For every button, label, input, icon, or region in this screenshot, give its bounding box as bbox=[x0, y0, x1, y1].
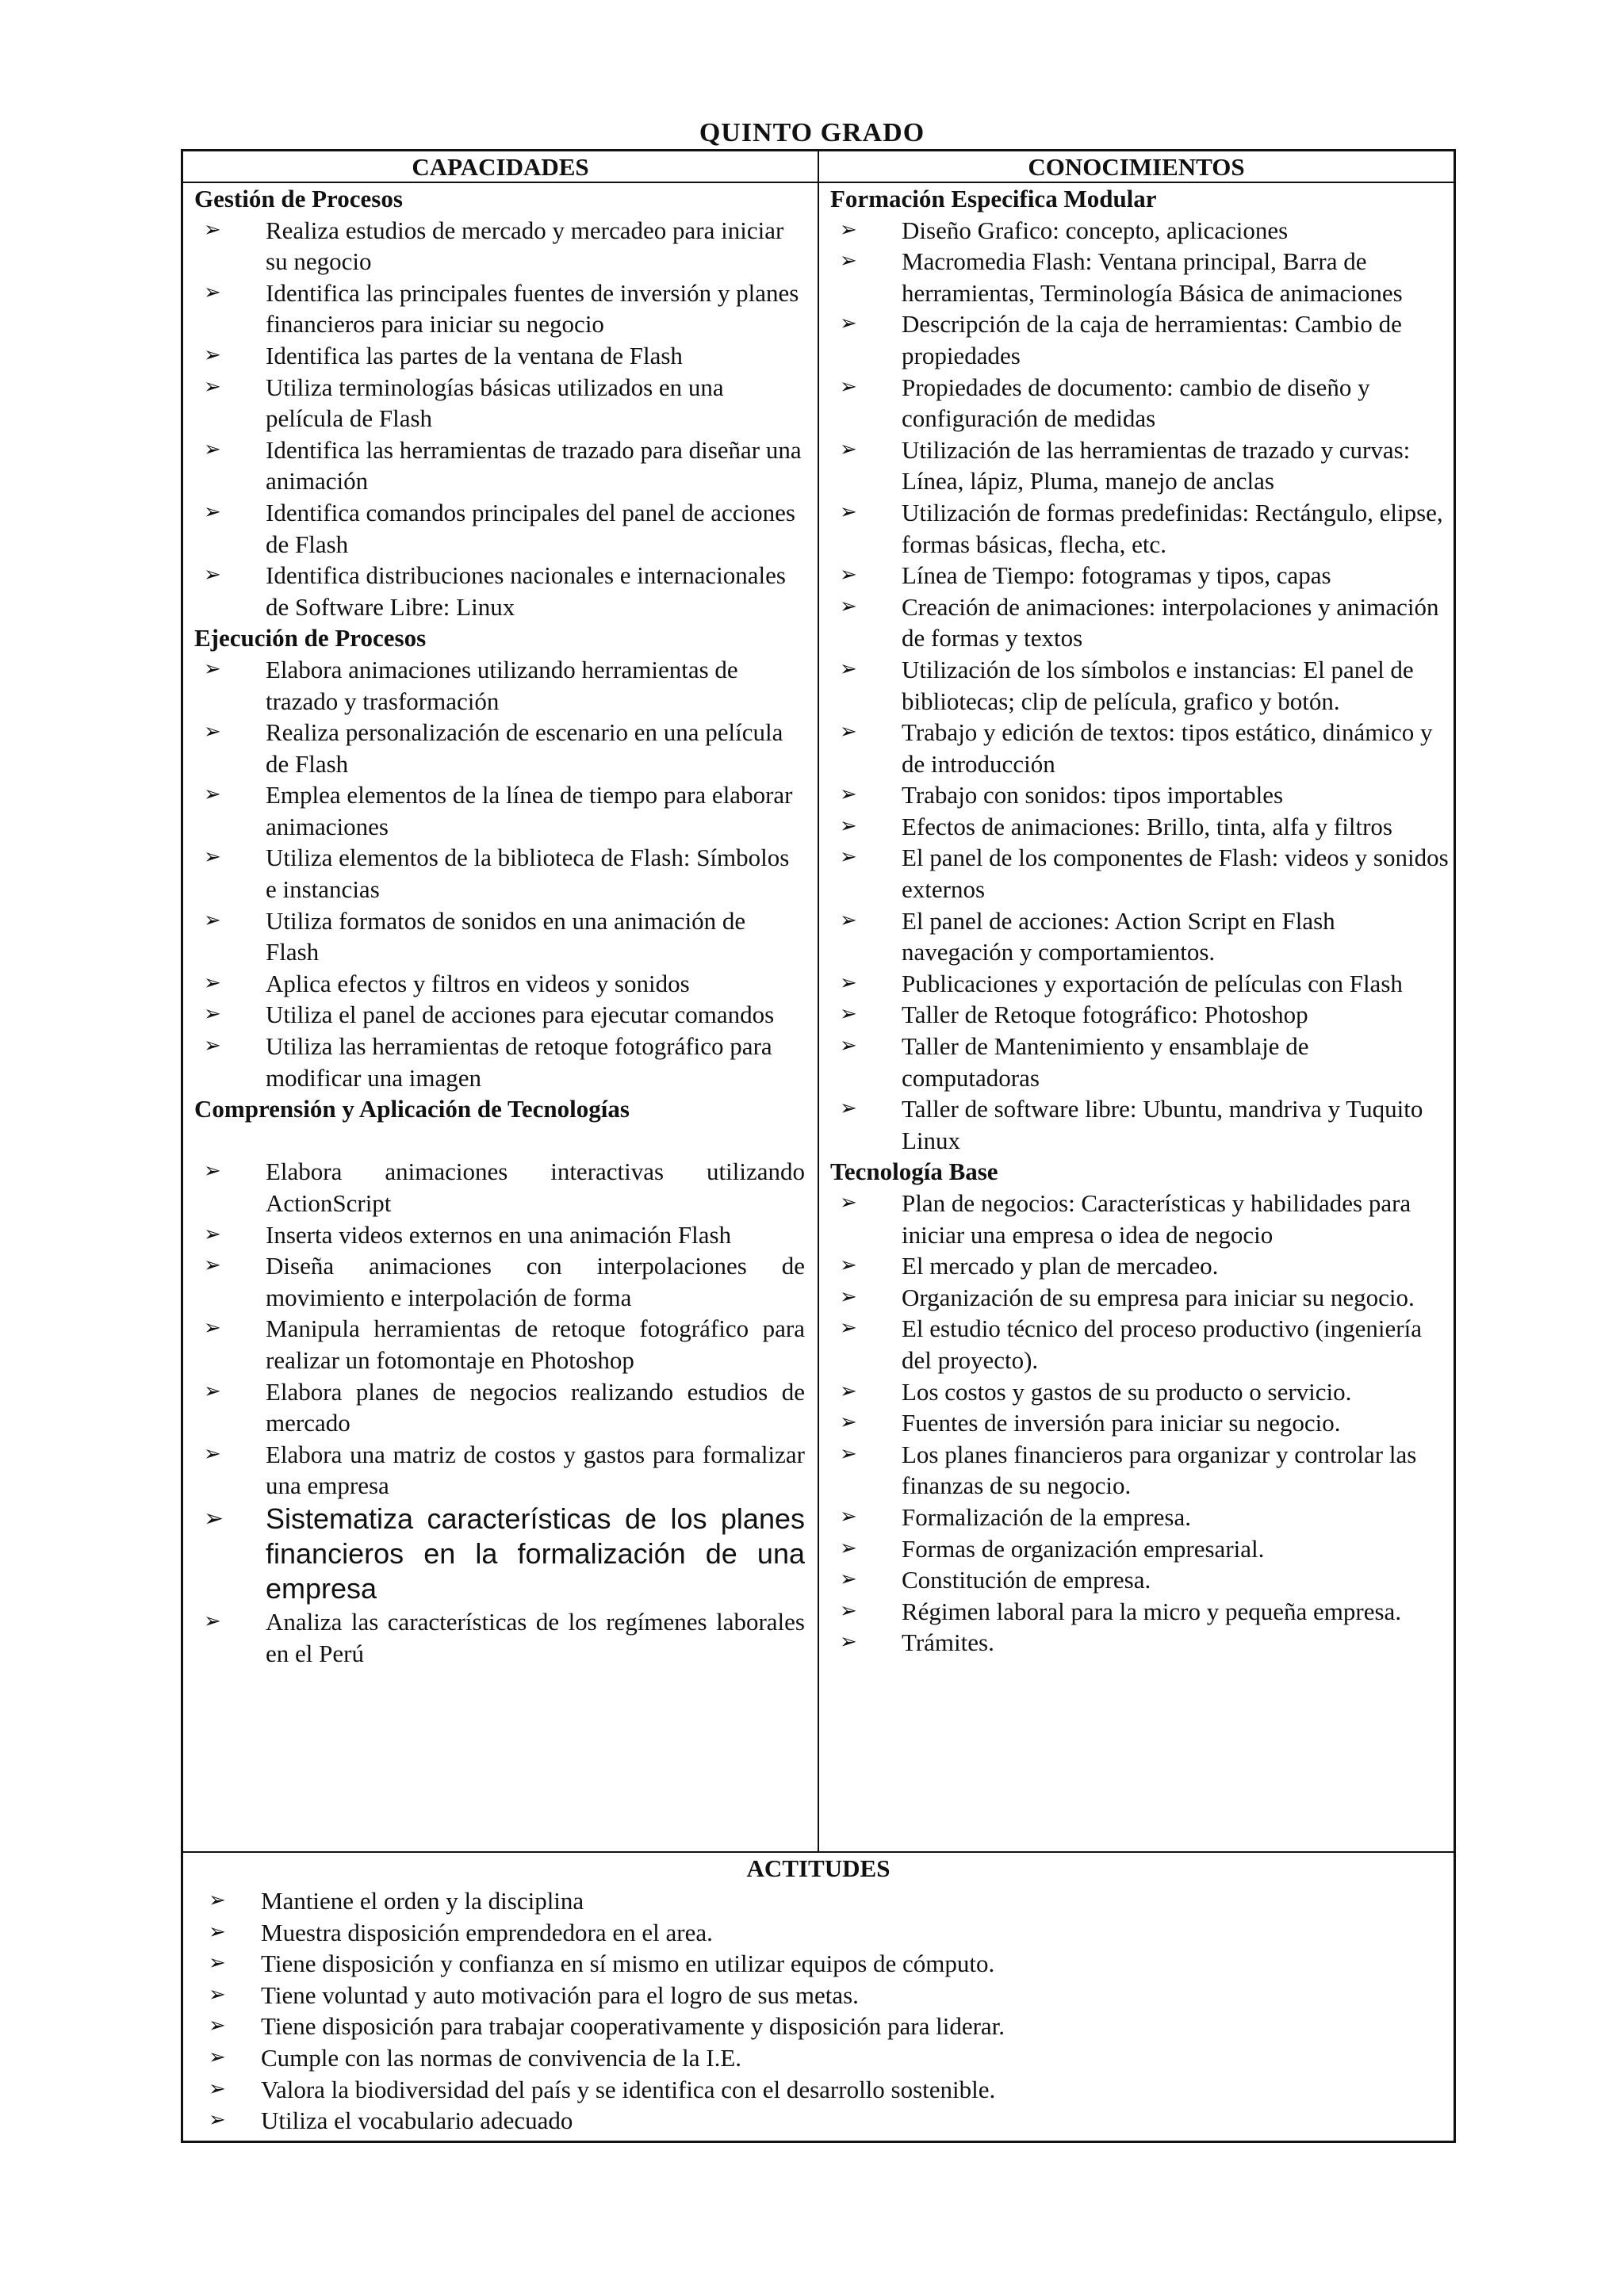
list-item-text: Identifica las principales fuentes de inversión y planes financieros para iniciar su negocio bbox=[266, 278, 799, 339]
blank-line bbox=[194, 1125, 805, 1157]
list-item-text: Formalización de la empresa. bbox=[902, 1502, 1191, 1531]
list-item-text: Utilización de formas predefinidas: Rectángulo, elipse, formas básicas, flecha, etc. bbox=[902, 498, 1443, 558]
list-item bbox=[194, 842, 805, 905]
list-item bbox=[830, 308, 1449, 371]
bullet-arrow-icon: ➢ bbox=[209, 1888, 226, 1912]
bullet-arrow-icon: ➢ bbox=[840, 1441, 857, 1466]
bullet-arrow-icon: ➢ bbox=[840, 437, 857, 461]
bullet-arrow-icon: ➢ bbox=[840, 1316, 857, 1341]
list-item bbox=[194, 560, 805, 622]
list-item bbox=[830, 811, 1449, 843]
actitudes-list bbox=[199, 1885, 1436, 2137]
list-item bbox=[830, 434, 1449, 497]
bullet-arrow-icon: ➢ bbox=[840, 1096, 857, 1121]
bullet-arrow-icon: ➢ bbox=[204, 342, 221, 367]
list-item-text: El panel de los componentes de Flash: videos y sonidos externos bbox=[902, 844, 1449, 904]
bullet-arrow-icon: ➢ bbox=[204, 908, 221, 932]
list-item bbox=[830, 372, 1449, 434]
list-item bbox=[830, 560, 1449, 591]
list-item-text: Utiliza elementos de la biblioteca de Flash: Símbolos e instancias bbox=[266, 844, 790, 904]
formacion-list bbox=[830, 215, 1449, 1157]
bullet-arrow-icon: ➢ bbox=[209, 2014, 226, 2038]
section-title-formacion: Formación Especifica Modular bbox=[830, 185, 1157, 212]
capacidades-column bbox=[194, 183, 805, 1669]
bullet-arrow-icon: ➢ bbox=[204, 374, 221, 399]
bullet-arrow-icon: ➢ bbox=[204, 656, 221, 681]
list-item-text: Manipula herramientas de retoque fotográfico para realizar un fotomontaje en Photoshop bbox=[266, 1314, 805, 1374]
list-item-text: Organización de su empresa para iniciar su negocio. bbox=[902, 1283, 1415, 1311]
bullet-arrow-icon: ➢ bbox=[209, 2045, 226, 2069]
list-item-text: Aplica efectos y filtros en videos y sonidos bbox=[266, 969, 690, 997]
list-item-text: Utiliza el panel de acciones para ejecutar comandos bbox=[266, 1001, 775, 1029]
list-item-text: Tiene disposición para trabajar cooperativamente y disposición para liderar. bbox=[261, 2012, 1005, 2041]
bullet-arrow-icon: ➢ bbox=[209, 1982, 226, 2007]
list-item bbox=[830, 779, 1449, 811]
bullet-arrow-icon: ➢ bbox=[204, 1441, 221, 1466]
list-item bbox=[830, 591, 1449, 654]
section-title-gestion: Gestión de Procesos bbox=[194, 185, 403, 212]
list-item-text: El mercado y plan de mercadeo. bbox=[902, 1252, 1219, 1280]
list-item-text: Utiliza las herramientas de retoque fotográfico para modificar una imagen bbox=[266, 1032, 772, 1092]
list-item bbox=[194, 372, 805, 434]
bullet-arrow-icon: ➢ bbox=[840, 1567, 857, 1592]
list-item-text: Plan de negocios: Características y habilidades para iniciar una empresa o idea de negocio bbox=[902, 1189, 1411, 1249]
bullet-arrow-icon: ➢ bbox=[840, 1410, 857, 1435]
list-item bbox=[830, 842, 1449, 905]
bullet-arrow-icon: ➢ bbox=[204, 720, 221, 744]
list-item bbox=[194, 654, 805, 717]
bullet-arrow-icon: ➢ bbox=[204, 783, 221, 807]
list-item bbox=[199, 2011, 1436, 2042]
bullet-arrow-icon: ➢ bbox=[840, 845, 857, 870]
list-item bbox=[194, 968, 805, 1000]
list-item bbox=[194, 1219, 805, 1251]
list-item-text: Creación de animaciones: interpolaciones y animación de formas y textos bbox=[902, 592, 1439, 652]
list-item-text: Mantiene el orden y la disciplina bbox=[261, 1887, 584, 1915]
bullet-arrow-icon: ➢ bbox=[204, 217, 221, 242]
list-item-text: Constitución de empresa. bbox=[902, 1566, 1151, 1594]
list-item-text: Valora la biodiversidad del país y se identifica con el desarrollo sostenible. bbox=[261, 2075, 996, 2103]
bullet-arrow-icon: ➢ bbox=[204, 499, 221, 524]
list-item bbox=[830, 1564, 1449, 1596]
bullet-arrow-icon: ➢ bbox=[840, 1002, 857, 1027]
bullet-arrow-icon: ➢ bbox=[840, 1598, 857, 1623]
list-item bbox=[830, 1313, 1449, 1376]
list-item-text: Línea de Tiempo: fotogramas y tipos, capas bbox=[902, 561, 1331, 590]
list-item-text: Descripción de la caja de herramientas: Cambio de propiedades bbox=[902, 310, 1402, 369]
bullet-arrow-icon: ➢ bbox=[840, 499, 857, 524]
section-title-tecnologia: Tecnología Base bbox=[830, 1158, 998, 1186]
bullet-arrow-icon: ➢ bbox=[204, 280, 221, 304]
list-item-text: Sistematiza características de los planes financieros en la formalización de una empresa bbox=[266, 1502, 805, 1605]
list-item bbox=[830, 246, 1449, 308]
gestion-list bbox=[194, 215, 805, 623]
list-item bbox=[199, 1948, 1436, 1980]
list-item-text: Utiliza el vocabulario adecuado bbox=[261, 2107, 573, 2135]
list-item bbox=[830, 968, 1449, 1000]
capacidades-header: CAPACIDADES bbox=[412, 153, 589, 181]
list-item bbox=[199, 1980, 1436, 2011]
list-item bbox=[194, 215, 805, 277]
bullet-arrow-icon: ➢ bbox=[840, 1379, 857, 1403]
list-item-text: Identifica distribuciones nacionales e internacionales de Software Libre: Linux bbox=[266, 561, 786, 621]
bullet-arrow-icon: ➢ bbox=[840, 908, 857, 932]
bullet-arrow-icon: ➢ bbox=[840, 1034, 857, 1058]
bullet-arrow-icon: ➢ bbox=[204, 1222, 221, 1246]
list-item-text: Elabora animaciones utilizando herramientas de trazado y trasformación bbox=[266, 655, 738, 715]
bullet-arrow-icon: ➢ bbox=[204, 1504, 224, 1533]
bullet-arrow-icon: ➢ bbox=[840, 970, 857, 995]
actitudes-divider bbox=[183, 1851, 1454, 1853]
list-item bbox=[194, 1313, 805, 1376]
list-item-text: Trabajo con sonidos: tipos importables bbox=[902, 781, 1284, 809]
bullet-arrow-icon: ➢ bbox=[209, 2108, 226, 2133]
list-item-text: Régimen laboral para la micro y pequeña empresa. bbox=[902, 1597, 1402, 1625]
bullet-arrow-icon: ➢ bbox=[204, 1002, 221, 1027]
list-item bbox=[830, 999, 1449, 1031]
bullet-arrow-icon: ➢ bbox=[840, 1630, 857, 1655]
bullet-arrow-icon: ➢ bbox=[204, 437, 221, 461]
list-item-text: Realiza estudios de mercado y mercadeo para iniciar su negocio bbox=[266, 216, 784, 276]
bullet-arrow-icon: ➢ bbox=[840, 249, 857, 274]
list-item-text: Elabora una matriz de costos y gastos para formalizar una empresa bbox=[266, 1440, 805, 1500]
bullet-arrow-icon: ➢ bbox=[840, 813, 857, 838]
list-item bbox=[199, 1917, 1436, 1949]
list-item bbox=[830, 1502, 1449, 1533]
list-item bbox=[830, 1407, 1449, 1439]
list-item-text: Los costos y gastos de su producto o servicio. bbox=[902, 1377, 1352, 1406]
list-item-text: Utiliza formatos de sonidos en una animación de Flash bbox=[266, 906, 746, 966]
list-item bbox=[830, 1439, 1449, 1502]
list-item bbox=[830, 1282, 1449, 1314]
list-item-text: Macromedia Flash: Ventana principal, Barra de herramientas, Terminología Básica de animaciones bbox=[902, 247, 1403, 307]
bullet-arrow-icon: ➢ bbox=[840, 563, 857, 587]
bullet-arrow-icon: ➢ bbox=[204, 1253, 221, 1278]
list-item bbox=[194, 1156, 805, 1219]
list-item-text: Muestra disposición emprendedora en el area. bbox=[261, 1918, 713, 1946]
list-item-text: Taller de software libre: Ubuntu, mandriva y Tuquito Linux bbox=[902, 1095, 1423, 1154]
list-item-text: Utilización de los símbolos e instancias: El panel de bibliotecas; clip de película, grafico y botón. bbox=[902, 655, 1414, 715]
bullet-arrow-icon: ➢ bbox=[204, 970, 221, 995]
list-item bbox=[194, 1376, 805, 1439]
page-title: QUINTO GRADO bbox=[699, 118, 925, 147]
list-item bbox=[199, 2074, 1436, 2106]
bullet-arrow-icon: ➢ bbox=[204, 1034, 221, 1058]
bullet-arrow-icon: ➢ bbox=[840, 1253, 857, 1278]
list-item-text: Analiza las características de los regímenes laborales en el Perú bbox=[266, 1607, 805, 1667]
list-item bbox=[194, 497, 805, 560]
list-item bbox=[830, 717, 1449, 779]
section-title-comprension: Comprensión y Aplicación de Tecnologías bbox=[194, 1095, 630, 1123]
list-item-text: Realiza personalización de escenario en una película de Flash bbox=[266, 718, 783, 778]
list-item bbox=[830, 1250, 1449, 1282]
bullet-arrow-icon: ➢ bbox=[204, 1379, 221, 1403]
bullet-arrow-icon: ➢ bbox=[840, 374, 857, 399]
bullet-arrow-icon: ➢ bbox=[204, 845, 221, 870]
list-item-text: Utiliza terminologías básicas utilizados en una película de Flash bbox=[266, 373, 724, 433]
bullet-arrow-icon: ➢ bbox=[209, 1951, 226, 1976]
list-item-text: Diseño Grafico: concepto, aplicaciones bbox=[902, 216, 1289, 244]
list-item-text: Utilización de las herramientas de trazado y curvas: Línea, lápiz, Pluma, manejo de anclas bbox=[902, 435, 1411, 496]
list-item bbox=[830, 1533, 1449, 1565]
bullet-arrow-icon: ➢ bbox=[204, 1159, 221, 1184]
bullet-arrow-icon: ➢ bbox=[840, 720, 857, 744]
bullet-arrow-icon: ➢ bbox=[204, 563, 221, 587]
list-item bbox=[830, 905, 1449, 968]
actitudes-header: ACTITUDES bbox=[746, 1854, 891, 1882]
bullet-arrow-icon: ➢ bbox=[840, 1536, 857, 1560]
list-item-text: Formas de organización empresarial. bbox=[902, 1534, 1265, 1563]
list-item bbox=[194, 277, 805, 340]
list-item-text: Identifica las partes de la ventana de Flash bbox=[266, 341, 683, 369]
bullet-arrow-icon: ➢ bbox=[840, 1504, 857, 1529]
list-item-text: Los planes financieros para organizar y controlar las finanzas de su negocio. bbox=[902, 1440, 1417, 1500]
list-item bbox=[830, 1031, 1449, 1093]
list-item-text: Identifica las herramientas de trazado para diseñar una animación bbox=[266, 435, 802, 496]
bullet-arrow-icon: ➢ bbox=[204, 1609, 221, 1633]
list-item-text: Diseña animaciones con interpolaciones de movimiento e interpolación de forma bbox=[266, 1252, 805, 1311]
list-item bbox=[830, 1627, 1449, 1659]
list-item-text: Inserta videos externos en una animación Flash bbox=[266, 1220, 732, 1249]
comprension-list bbox=[194, 1156, 805, 1502]
list-item bbox=[194, 340, 805, 372]
bullet-arrow-icon: ➢ bbox=[209, 1919, 226, 1944]
bullet-arrow-icon: ➢ bbox=[840, 312, 857, 336]
list-item bbox=[199, 2105, 1436, 2137]
list-item bbox=[830, 654, 1449, 717]
list-item-text: Emplea elementos de la línea de tiempo para elaborar animaciones bbox=[266, 781, 793, 840]
list-item-text: Taller de Retoque fotográfico: Photoshop bbox=[902, 1001, 1308, 1029]
list-item bbox=[830, 1376, 1449, 1408]
bullet-arrow-icon: ➢ bbox=[840, 1284, 857, 1309]
list-item bbox=[194, 1250, 805, 1313]
bullet-arrow-icon: ➢ bbox=[209, 2076, 226, 2101]
list-item-text: Fuentes de inversión para iniciar su negocio. bbox=[902, 1409, 1341, 1437]
list-item-text: Taller de Mantenimiento y ensamblaje de computadoras bbox=[902, 1032, 1309, 1092]
list-item-text: Cumple con las normas de convivencia de la I.E. bbox=[261, 2043, 742, 2072]
list-item-text: Elabora animaciones interactivas utilizando ActionScript bbox=[266, 1158, 805, 1217]
list-item-text: Trabajo y edición de textos: tipos estático, dinámico y de introducción bbox=[902, 718, 1433, 778]
conocimientos-header: CONOCIMIENTOS bbox=[1028, 153, 1245, 181]
bullet-arrow-icon: ➢ bbox=[840, 656, 857, 681]
ejecucion-list bbox=[194, 654, 805, 1093]
list-item bbox=[830, 1596, 1449, 1628]
list-item-text: Elabora planes de negocios realizando estudios de mercado bbox=[266, 1377, 805, 1437]
list-item bbox=[830, 1188, 1449, 1250]
bullet-arrow-icon: ➢ bbox=[204, 1316, 221, 1341]
column-divider bbox=[818, 151, 819, 1851]
list-item bbox=[194, 434, 805, 497]
list-item bbox=[830, 1093, 1449, 1156]
list-item bbox=[194, 1606, 805, 1669]
list-item-text: El panel de acciones: Action Script en Flash navegación y comportamientos. bbox=[902, 906, 1335, 966]
bullet-arrow-icon: ➢ bbox=[840, 217, 857, 242]
list-item bbox=[194, 999, 805, 1031]
list-item bbox=[194, 717, 805, 779]
list-item-text: Publicaciones y exportación de películas con Flash bbox=[902, 969, 1403, 997]
list-item bbox=[199, 1885, 1436, 1917]
list-item bbox=[194, 1439, 805, 1502]
list-item-text: El estudio técnico del proceso productivo (ingeniería del proyecto). bbox=[902, 1314, 1422, 1374]
list-item-text: Tiene voluntad y auto motivación para el logro de sus metas. bbox=[261, 1980, 859, 2009]
list-item bbox=[194, 779, 805, 842]
list-item-text: Efectos de animaciones: Brillo, tinta, alfa y filtros bbox=[902, 812, 1392, 840]
tecnologia-list bbox=[830, 1188, 1449, 1659]
bullet-arrow-icon: ➢ bbox=[840, 783, 857, 807]
curriculum-table bbox=[181, 149, 1456, 2143]
list-item bbox=[194, 905, 805, 968]
list-item bbox=[199, 2042, 1436, 2074]
conocimientos-column bbox=[830, 183, 1449, 1659]
list-item-text: Trámites. bbox=[902, 1628, 994, 1657]
bullet-arrow-icon: ➢ bbox=[840, 594, 857, 618]
list-item-text: Identifica comandos principales del panel de acciones de Flash bbox=[266, 498, 795, 558]
list-item-text: Tiene disposición y confianza en sí mismo en utilizar equipos de cómputo. bbox=[261, 1950, 995, 1978]
section-title-ejecucion: Ejecución de Procesos bbox=[194, 624, 427, 652]
list-item bbox=[194, 1031, 805, 1093]
list-item bbox=[830, 497, 1449, 560]
list-item bbox=[830, 215, 1449, 247]
bullet-arrow-icon: ➢ bbox=[840, 1191, 857, 1215]
list-item bbox=[194, 1502, 805, 1606]
list-item-text: Propiedades de documento: cambio de diseño y configuración de medidas bbox=[902, 373, 1370, 433]
